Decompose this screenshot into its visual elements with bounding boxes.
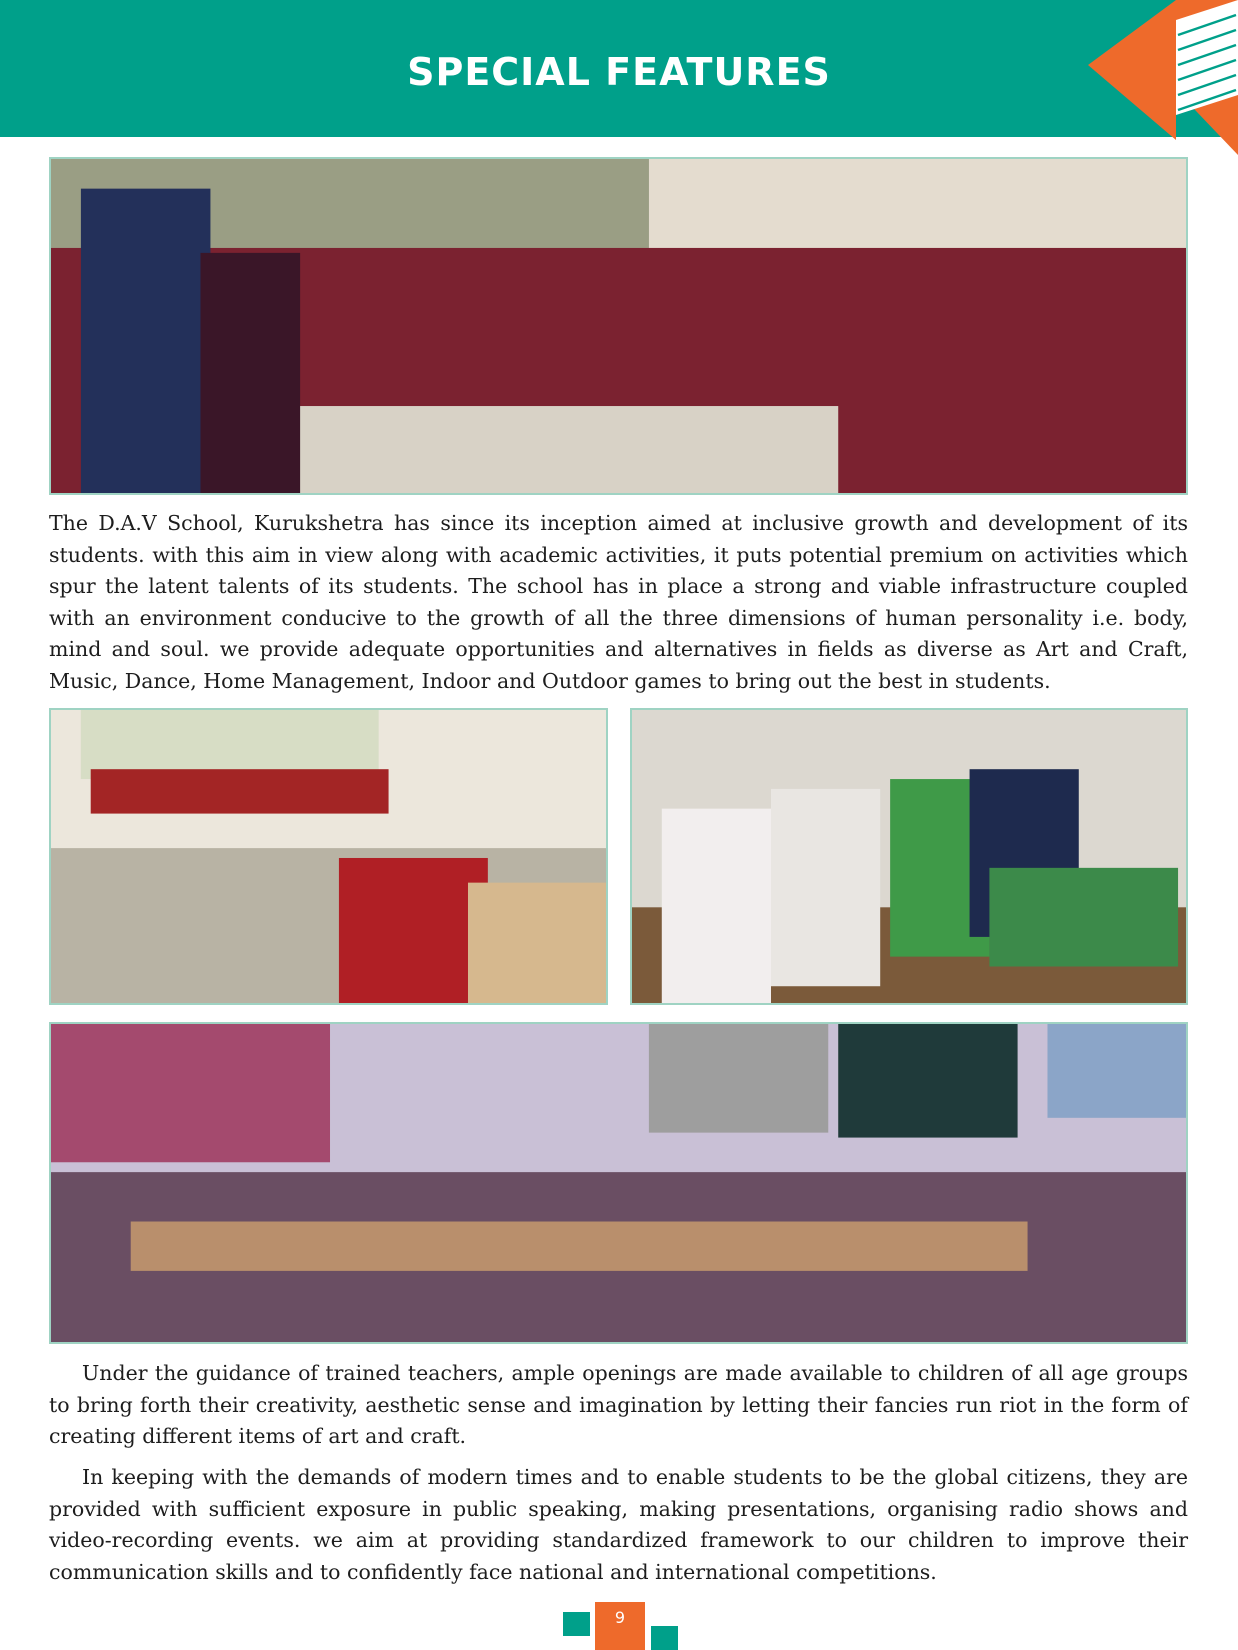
- craft-activity-photo: [630, 708, 1188, 1005]
- assembly-photo: [49, 157, 1188, 495]
- creativity-paragraph: Under the guidance of trained teachers, ample openings are made available to children of all age groups to bring forth their creativity, aesthetic sense and imagination by letting their fancies run riot in the form of creating different items of art and craft.: [49, 1361, 1188, 1448]
- classroom-photo: [49, 1022, 1188, 1344]
- corner-triangle-decoration: [1088, 0, 1238, 155]
- page-title: SPECIAL FEATURES: [407, 50, 831, 94]
- footer-square-right: [651, 1626, 678, 1650]
- intro-paragraph: The D.A.V School, Kurukshetra has since its inception aimed at inclusive growth and development of its students. with this aim in view along with academic activities, it puts potential premium on activities which spur the latent talents of its students. The school has in place a strong and viable infrastructure coupled with an environment conducive to the growth of all the three dimensions of human personality i.e. body, mind and soul. we provide adequate opportunities and alternatives in fields as diverse as Art and Craft, Music, Dance, Home Management, Indoor and Outdoor games to bring out the best in students.: [49, 511, 1188, 693]
- page-number: 9: [595, 1602, 645, 1650]
- header-band: [0, 0, 1238, 137]
- footer-square-left: [563, 1612, 590, 1636]
- computer-lab-photo: [49, 708, 608, 1005]
- communication-paragraph: In keeping with the demands of modern times and to enable students to be the global citizens, they are provided with sufficient exposure in public speaking, making presentations, organising radio shows and video-recording events. we aim at providing standardized framework to our children to improve their communication skills and to confidently face national and international competitions.: [49, 1465, 1188, 1584]
